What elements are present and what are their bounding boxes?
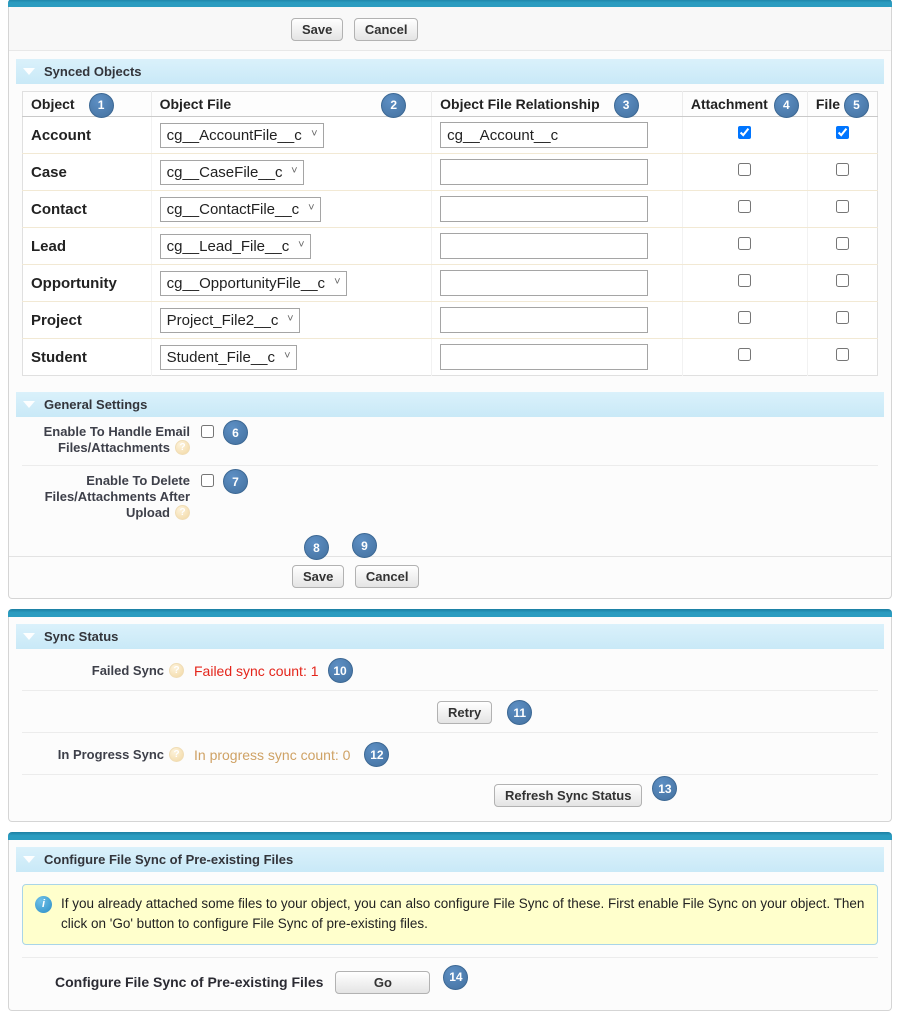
- collapse-triangle-icon[interactable]: [23, 68, 35, 75]
- object-file-relationship-input[interactable]: [440, 307, 648, 333]
- info-message-text: If you already attached some files to your object, you can also configure File Sync of these. First enable File Sync on your object. Then click on 'Go' button to configure File Sync of pre-existing files.: [61, 896, 865, 932]
- object-file-relationship-input[interactable]: [440, 122, 648, 148]
- email-files-checkbox[interactable]: [201, 425, 214, 438]
- object-file-select-wrap: [160, 308, 300, 333]
- sync-status-section-header[interactable]: [16, 624, 884, 649]
- callout-badge-3: 3: [614, 93, 639, 118]
- object-name: Project: [23, 302, 152, 339]
- synced-object-row: [23, 265, 878, 302]
- file-checkbox[interactable]: [836, 200, 849, 213]
- refresh-sync-status-button[interactable]: Refresh Sync Status: [494, 784, 642, 807]
- delete-files-setting-row: [22, 466, 878, 530]
- callout-badge-13: 13: [652, 776, 677, 801]
- callout-badge-12: 12: [364, 742, 389, 767]
- general-settings-section-header[interactable]: [16, 392, 884, 417]
- go-button[interactable]: Go: [335, 971, 430, 994]
- object-file-select-wrap: [160, 160, 304, 185]
- file-checkbox[interactable]: [836, 237, 849, 250]
- object-name: Opportunity: [23, 265, 152, 302]
- panel-top-accent: [8, 832, 892, 840]
- callout-badge-14: 14: [443, 965, 468, 990]
- attachment-checkbox[interactable]: [738, 163, 751, 176]
- configure-action-label: Configure File Sync of Pre-existing Files: [55, 974, 324, 990]
- in-progress-sync-count: In progress sync count: 0: [194, 746, 351, 763]
- file-checkbox[interactable]: [836, 348, 849, 361]
- object-file-select-wrap: [160, 271, 347, 296]
- callout-badge-2: 2: [381, 93, 406, 118]
- object-file-relationship-input[interactable]: [440, 270, 648, 296]
- help-icon[interactable]: ?: [169, 747, 184, 762]
- collapse-triangle-icon[interactable]: [23, 856, 35, 863]
- email-files-setting-row: [22, 417, 878, 466]
- attachment-checkbox[interactable]: [738, 311, 751, 324]
- help-icon[interactable]: ?: [175, 440, 190, 455]
- synced-object-row: [23, 228, 878, 265]
- attachment-checkbox[interactable]: [738, 348, 751, 361]
- object-file-select-wrap: [160, 197, 321, 222]
- object-file-select[interactable]: [160, 197, 321, 222]
- callout-badge-11: 11: [507, 700, 532, 725]
- chevron-down-icon: ˅: [287, 313, 294, 326]
- object-file-select-wrap: [160, 345, 297, 370]
- attachment-checkbox[interactable]: [738, 200, 751, 213]
- object-file-select[interactable]: [160, 123, 324, 148]
- chevron-down-icon: ˅: [311, 128, 318, 141]
- synced-objects-section-header[interactable]: [16, 59, 884, 84]
- failed-sync-row: [22, 651, 878, 691]
- info-message-box: [22, 884, 878, 945]
- collapse-triangle-icon[interactable]: [23, 633, 35, 640]
- file-checkbox[interactable]: [836, 274, 849, 287]
- synced-objects-table: [22, 91, 878, 376]
- object-name: Lead: [23, 228, 152, 265]
- callout-badge-1: 1: [89, 93, 114, 118]
- callout-badge-9: 9: [352, 533, 377, 558]
- object-name: Contact: [23, 191, 152, 228]
- section-title: Synced Objects: [44, 64, 142, 79]
- delete-files-checkbox[interactable]: [201, 474, 214, 487]
- in-progress-sync-label: In Progress Sync: [57, 747, 164, 762]
- bottom-button-bar: [9, 538, 891, 598]
- cancel-button[interactable]: Cancel: [354, 18, 419, 41]
- in-progress-sync-row: [22, 735, 878, 775]
- callout-badge-7: 7: [223, 469, 248, 494]
- object-name: Account: [23, 117, 152, 154]
- synced-object-row: [23, 339, 878, 376]
- callout-badge-10: 10: [328, 658, 353, 683]
- synced-object-row: [23, 154, 878, 191]
- save-button[interactable]: Save: [291, 18, 343, 41]
- settings-panel: [8, 0, 892, 599]
- object-name: Case: [23, 154, 152, 191]
- col-header-file: File: [815, 96, 840, 112]
- panel-top-accent: [8, 609, 892, 617]
- retry-row: [22, 693, 878, 733]
- object-file-select[interactable]: [160, 160, 304, 185]
- help-icon[interactable]: ?: [175, 505, 190, 520]
- synced-object-row: [23, 117, 878, 154]
- chevron-down-icon: ˅: [298, 239, 305, 252]
- chevron-down-icon: ˅: [334, 276, 341, 289]
- info-icon: i: [35, 896, 52, 913]
- object-file-relationship-input[interactable]: [440, 233, 648, 259]
- file-checkbox[interactable]: [836, 163, 849, 176]
- object-name: Student: [23, 339, 152, 376]
- object-file-relationship-input[interactable]: [440, 196, 648, 222]
- object-file-select-wrap: [160, 123, 324, 148]
- col-header-relationship: Object File Relationship: [440, 96, 600, 112]
- panel-top-accent: [8, 0, 892, 7]
- table-header-row: [23, 92, 878, 117]
- retry-button[interactable]: Retry: [437, 701, 492, 724]
- attachment-checkbox[interactable]: [738, 274, 751, 287]
- chevron-down-icon: ˅: [308, 202, 315, 215]
- save-button-bottom[interactable]: Save: [292, 565, 344, 588]
- col-header-attachment: Attachment: [690, 96, 768, 112]
- refresh-row: [22, 777, 878, 821]
- failed-sync-count: Failed sync count: 1: [194, 662, 319, 679]
- top-button-bar: [9, 7, 891, 51]
- object-file-select[interactable]: [160, 271, 347, 296]
- email-files-setting-label: Enable To Handle Email Files/Attachments: [43, 424, 190, 455]
- chevron-down-icon: ˅: [291, 165, 298, 178]
- object-file-select-wrap: [160, 234, 311, 259]
- attachment-checkbox[interactable]: [738, 126, 751, 139]
- col-header-object-file: Object File: [159, 96, 232, 112]
- file-checkbox[interactable]: [836, 311, 849, 324]
- object-file-select[interactable]: [160, 308, 300, 333]
- object-file-relationship-input[interactable]: [440, 344, 648, 370]
- failed-sync-label: Failed Sync: [91, 663, 164, 678]
- synced-object-row: [23, 191, 878, 228]
- section-title: Configure File Sync of Pre-existing Files: [44, 852, 294, 867]
- section-title: General Settings: [44, 397, 148, 412]
- configure-go-row: [22, 957, 878, 1010]
- delete-files-setting-label: Enable To Delete Files/Attachments After Upload: [44, 473, 190, 520]
- object-file-relationship-input[interactable]: [440, 159, 648, 185]
- callout-badge-4: 4: [774, 93, 799, 118]
- callout-badge-6: 6: [223, 420, 248, 445]
- help-icon[interactable]: ?: [169, 663, 184, 678]
- section-title: Sync Status: [44, 629, 119, 644]
- callout-badge-5: 5: [844, 93, 869, 118]
- synced-objects-body: [23, 117, 878, 376]
- sync-status-panel: [8, 609, 892, 822]
- file-checkbox[interactable]: [836, 126, 849, 139]
- preexisting-section-header[interactable]: [16, 847, 884, 872]
- preexisting-files-panel: [8, 832, 892, 1011]
- chevron-down-icon: ˅: [284, 350, 291, 363]
- collapse-triangle-icon[interactable]: [23, 401, 35, 408]
- synced-object-row: [23, 302, 878, 339]
- cancel-button-bottom[interactable]: Cancel: [355, 565, 420, 588]
- callout-badge-8: 8: [304, 535, 329, 560]
- object-file-select[interactable]: [160, 234, 311, 259]
- col-header-object: Object: [31, 96, 75, 112]
- object-file-select[interactable]: [160, 345, 297, 370]
- attachment-checkbox[interactable]: [738, 237, 751, 250]
